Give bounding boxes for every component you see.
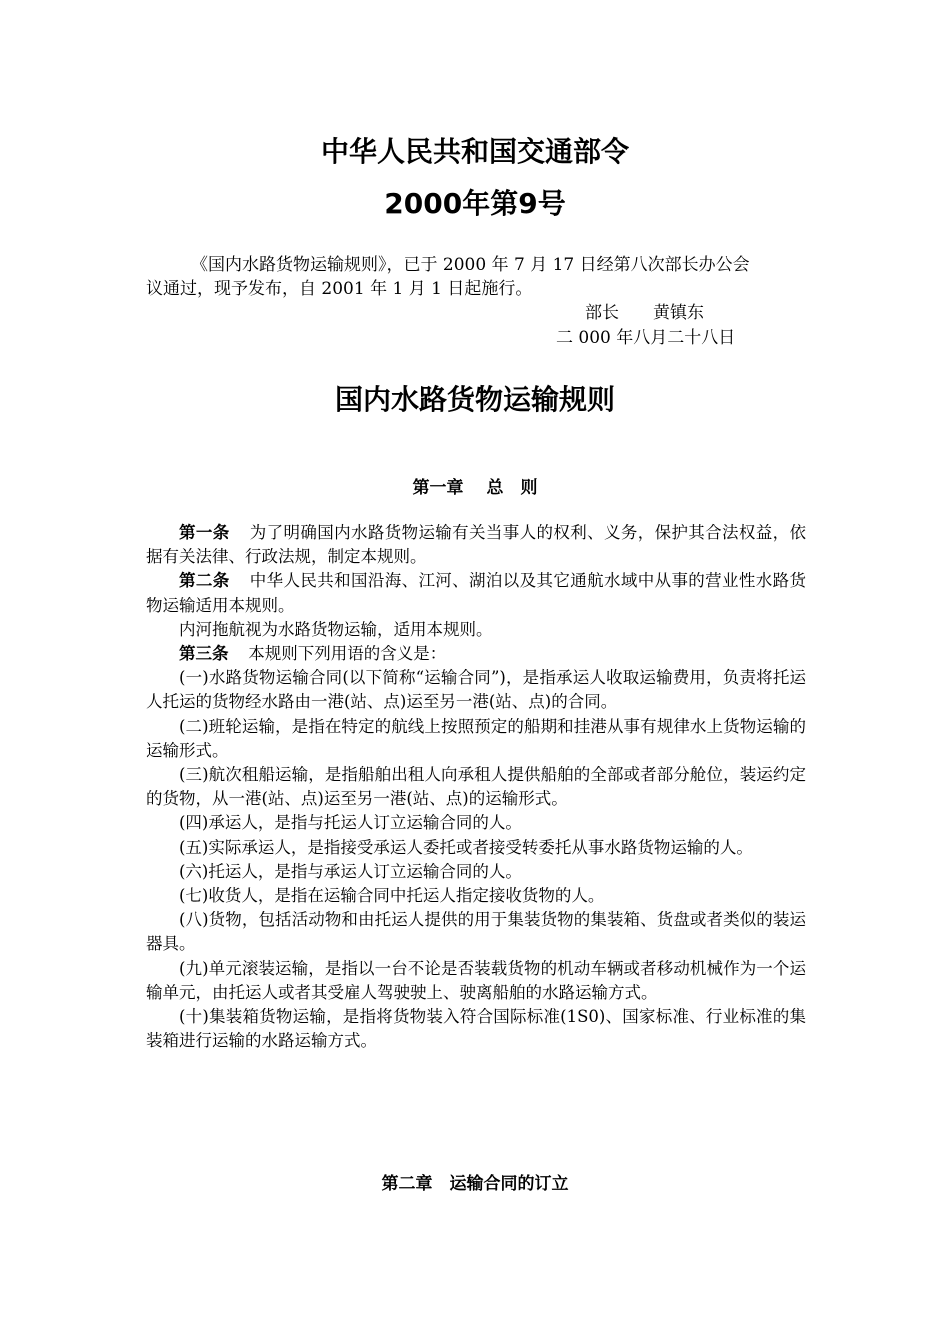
definition-4: (四)承运人，是指与托运人订立运输合同的人。 — [179, 813, 522, 833]
definition-6: (六)托运人，是指与承运人订立运输合同的人。 — [179, 861, 522, 881]
article-1-text: 为了明确国内水路货物运输有关当事人的权利、义务，保护其合法权益，依据有关法律、行政法规，制定本规则。 — [146, 523, 807, 567]
article-2 — [146, 569, 806, 617]
order-number: 2000年第9号 — [384, 187, 566, 220]
rules-title: 国内水路货物运输规则 — [334, 383, 615, 416]
article-3-label: 第三条 — [179, 644, 229, 664]
definition-5: (五)实际承运人，是指接受承运人委托或者接受转委托从事水路货物运输的人。 — [179, 837, 753, 857]
article-1-label: 第一条 — [179, 523, 230, 542]
article-2-text: 中华人民共和国沿海、江河、湖泊以及其它通航水域中从事的营业性水路货物运输适用本规则。 — [146, 571, 807, 615]
chapter-1-body — [146, 521, 806, 1053]
definition-3: (三)航次租船运输，是指船舶出租人向承租人提供船舶的全部或者部分舱位，装运约定的货物，从一港(站、点)运至另一港(站、点)的运输形式。 — [146, 765, 806, 809]
order-signer: 部长 黄镇东 — [585, 303, 704, 323]
definition-7: (七)收货人，是指在运输合同中托运人指定接收货物的人。 — [179, 886, 605, 906]
article-2-label: 第二条 — [179, 571, 230, 591]
definition-2: (二)班轮运输，是指在特定的航线上按照预定的船期和挂港从事有规律水上货物运输的运输形式。 — [146, 716, 806, 760]
order-text-line2: 议通过，现予发布，自 2001 年 1 月 1 日起施行。 — [146, 279, 533, 299]
article-3-text: 本规则下列用语的含义是： — [248, 644, 447, 664]
article-1 — [146, 521, 806, 569]
order-date: 二 000 年八月二十八日 — [556, 328, 736, 348]
article-2-para2: 内河拖航视为水路货物运输，适用本规则。 — [179, 619, 493, 639]
chapter-2-title: 第二章 运输合同的订立 — [381, 1174, 569, 1194]
definition-10: (十)集装箱货物运输，是指将货物装入符合国际标准(1S0)、国家标准、行业标准的集装箱进行运输的水路运输方式。 — [146, 1007, 806, 1051]
order-title: 中华人民共和国交通部令 — [320, 135, 629, 168]
definition-8: (八)货物，包括活动物和由托运人提供的用于集装货物的集装箱、货盘或者类似的装运器具。 — [146, 910, 806, 954]
definition-9: (九)单元滚装运输，是指以一台不论是否装载货物的机动车辆或者移动机械作为一个运输单元，由托运人或者其受雇人驾驶驶上、驶离船舶的水路运输方式。 — [146, 958, 806, 1002]
chapter-1-title: 第一章 总 则 — [412, 478, 538, 498]
order-text-line1: 《国内水路货物运输规则》，已于 2000 年 7 月 17 日经第八次部长办公会 — [191, 255, 750, 275]
definition-1: (一)水路货物运输合同(以下简称“运输合同”)，是指承运人收取运输费用，负责将托运人托运的货物经水路由一港(站、点)运至另一港(站、点)的合同。 — [146, 668, 806, 712]
article-3 — [146, 642, 806, 666]
